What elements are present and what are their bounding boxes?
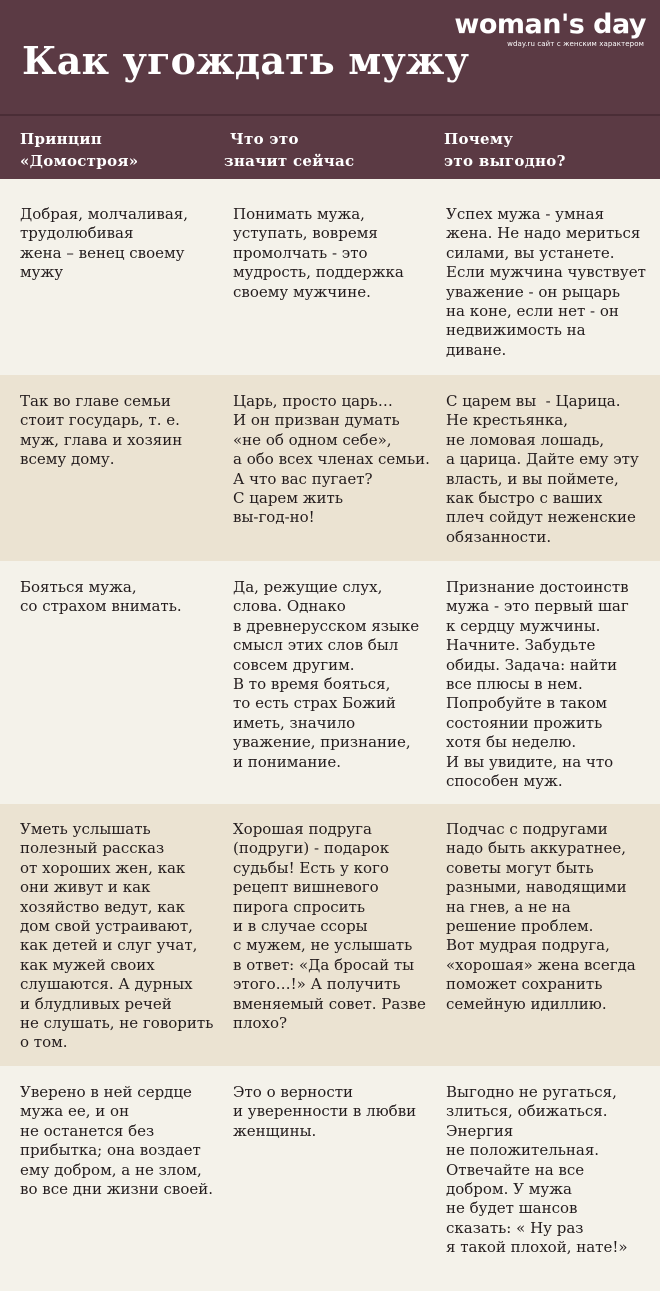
cell-line: Отвечайте на все [446,1160,585,1179]
cell-benefit [446,205,646,360]
cell-line: Царь, просто царь… [233,392,393,410]
cell-line: на гнев, а не на [446,897,571,916]
cell-line: мужа - это первый шаг [446,597,629,616]
brand-logo[interactable] [446,10,646,49]
cell-line: обязанности. [446,527,552,546]
cell-line: и понимание. [233,752,342,771]
cell-line: слова. Однако [233,597,346,616]
cell-meaning [233,1083,416,1141]
cell-line: то есть страх Божий [233,694,396,713]
cell-line: слушаются. А дурных [20,975,193,994]
cell-line: дом свой устраивают, [20,917,193,936]
cell-line: а обо всех членах семьи. [233,450,430,469]
cell-line: муж, глава и хозяин [20,430,183,449]
cell-line: Бояться мужа, [20,578,137,596]
cell-line: хозяйство ведут, как [20,897,185,916]
cell-line: не будет шансов [446,1199,578,1218]
cell-benefit [446,820,636,1014]
cell-line: Попробуйте в таком [446,694,608,713]
cell-line: вы-год-но! [233,508,315,527]
logo-tagline: wday.ru сайт с женским характером [507,40,644,48]
cell-line: способен муж. [446,772,563,791]
cell-principle [20,392,182,470]
column-header-line: это выгодно? [444,152,566,170]
cell-line: жена – венец своему [20,243,185,262]
cell-line: недвижимость на [446,321,586,340]
cell-line: о том. [20,1033,68,1052]
cell-meaning [233,578,419,772]
table-row [0,375,660,561]
cell-line: женщины. [233,1121,317,1140]
cell-line: иметь, значило [233,713,356,732]
cell-line: как быстро с ваших [446,489,603,508]
cell-line: И вы увидите, на что [446,752,614,771]
cell-line: в древнерусском языке [233,616,420,635]
cell-line: во все дни жизни своей. [20,1180,213,1199]
cell-line: как детей и слуг учат, [20,936,198,955]
cell-line: Уверено в ней сердце [20,1083,192,1101]
cell-benefit [446,578,629,791]
table-row [0,561,660,804]
cell-line: С царем жить [233,489,344,508]
cell-line: трудолюбивая [20,224,134,243]
cell-principle [20,820,213,1053]
column-header-line: значит сейчас [224,152,355,170]
cell-principle [20,1083,213,1199]
cell-line: «хорошая» жена всегда [446,955,636,974]
cell-line: с мужем, не услышать [233,936,413,955]
cell-line: (подруги) - подарок [233,839,390,858]
cell-line: обиды. Задача: найти [446,655,618,674]
cell-line: надо быть аккуратнее, [446,839,627,858]
cell-line: мудрость, поддержка [233,263,404,282]
cell-line: Если мужчина чувствует [446,263,646,282]
table-row [0,804,660,1066]
cell-line: С царем вы - Царица. [446,392,621,410]
cell-line: силами, вы устанете. [446,243,615,262]
cell-line: решение проблем. [446,917,594,936]
cell-line: Выгодно не ругаться, [446,1083,617,1101]
cell-line: Понимать мужа, [233,205,365,223]
logo-wordmark: woman's day [454,9,646,40]
cell-line: ему добром, а не злом, [20,1160,202,1179]
column-header-line: Принцип [20,130,103,148]
cell-line: Подчас с подругами [446,820,608,838]
cell-line: я такой плохой, нате!» [446,1238,628,1257]
cell-principle [20,205,188,283]
table-row [0,179,660,375]
cell-line: разными, наводящими [446,878,627,897]
page-title: Как угождать мужу [22,38,470,83]
cell-line: не слушать, не говорить [20,1014,214,1033]
cell-line: в ответ: «Да бросай ты [233,955,415,974]
cell-line: уступать, вовремя [233,224,378,243]
cell-line: смысл этих слов был [233,636,399,655]
cell-line: Не крестьянка, [446,411,568,430]
cell-line: как мужей своих [20,955,155,974]
cell-line: совсем другим. [233,655,355,674]
cell-line: и блудливых речей [20,994,172,1013]
cell-line: рецепт вишневого [233,878,379,897]
table-row [0,1066,660,1291]
cell-line: злиться, обижаться. [446,1102,608,1121]
column-header-line: «Домостроя» [20,152,139,170]
cell-line: уважение - он рыцарь [446,282,621,301]
cell-line: и уверенности в любви [233,1102,417,1121]
column-header-line: Почему [444,130,514,148]
cell-line: промолчать - это [233,243,368,262]
cell-line: И он призван думать [233,411,400,430]
cell-line: Начните. Забудьте [446,636,596,655]
cell-line: плохо? [233,1014,288,1033]
cell-line: всему дому. [20,450,115,469]
column-header-line: Что это [230,130,299,148]
cell-line: своему мужчине. [233,282,371,301]
cell-principle [20,578,182,617]
cell-line: плеч сойдут неженские [446,508,636,527]
cell-line: добром. У мужа [446,1180,572,1199]
cell-line: и в случае ссоры [233,917,368,936]
cell-line: Добрая, молчаливая, [20,205,189,223]
cell-line: Признание достоинств [446,578,629,596]
cell-line: этого…!» А получить [233,975,401,994]
cell-line: Это о верности [233,1083,354,1101]
cell-line: они живут и как [20,878,151,897]
cell-line: стоит государь, т. е. [20,411,180,430]
cell-benefit [446,1083,628,1258]
cell-line: Уметь услышать [20,820,151,838]
cell-line: Вот мудрая подруга, [446,936,610,955]
column-header-principle [20,128,138,172]
cell-line: сказать: « Ну раз [446,1218,584,1237]
cell-meaning [233,205,404,302]
cell-line: диване. [446,340,507,359]
cell-line: семейную идиллию. [446,994,607,1013]
cell-line: не останется без [20,1121,155,1140]
cell-line: состоянии прожить [446,713,603,732]
cell-line: В то время бояться, [233,675,391,694]
cell-line: все плюсы в нем. [446,675,583,694]
cell-line: жена. Не надо мериться [446,224,641,243]
cell-line: Успех мужа - умная [446,205,605,223]
cell-line: пирога спросить [233,897,366,916]
cell-line: поможет сохранить [446,975,603,994]
cell-line: уважение, признание, [233,733,411,752]
cell-line: полезный рассказ [20,839,165,858]
cell-line: к сердцу мужчины. [446,616,601,635]
cell-meaning [233,392,430,528]
cell-line: а царица. Дайте ему эту [446,450,639,469]
cell-line: «не об одном себе», [233,430,392,449]
cell-line: не положительная. [446,1141,600,1160]
cell-line: вменяемый совет. Разве [233,994,426,1013]
column-header-meaning [224,128,354,172]
cell-line: мужа ее, и он [20,1102,130,1121]
cell-line: советы могут быть [446,858,594,877]
cell-line: прибытка; она воздает [20,1141,201,1160]
cell-line: хотя бы неделю. [446,733,577,752]
cell-line: А что вас пугает? [233,469,373,488]
cell-benefit [446,392,639,547]
cell-line: не ломовая лошадь, [446,430,605,449]
cell-line: власть, и вы поймете, [446,469,619,488]
cell-line: от хороших жен, как [20,858,186,877]
cell-line: мужу [20,263,64,282]
cell-line: со страхом внимать. [20,597,182,616]
cell-line: на коне, если нет - он [446,302,619,321]
column-header-benefit [444,128,566,172]
cell-meaning [233,820,426,1033]
cell-line: Да, режущие слух, [233,578,383,596]
cell-line: Энергия [446,1121,514,1140]
cell-line: Так во главе семьи [20,392,171,410]
cell-line: судьбы! Есть у кого [233,858,389,877]
cell-line: Хорошая подруга [233,820,372,838]
